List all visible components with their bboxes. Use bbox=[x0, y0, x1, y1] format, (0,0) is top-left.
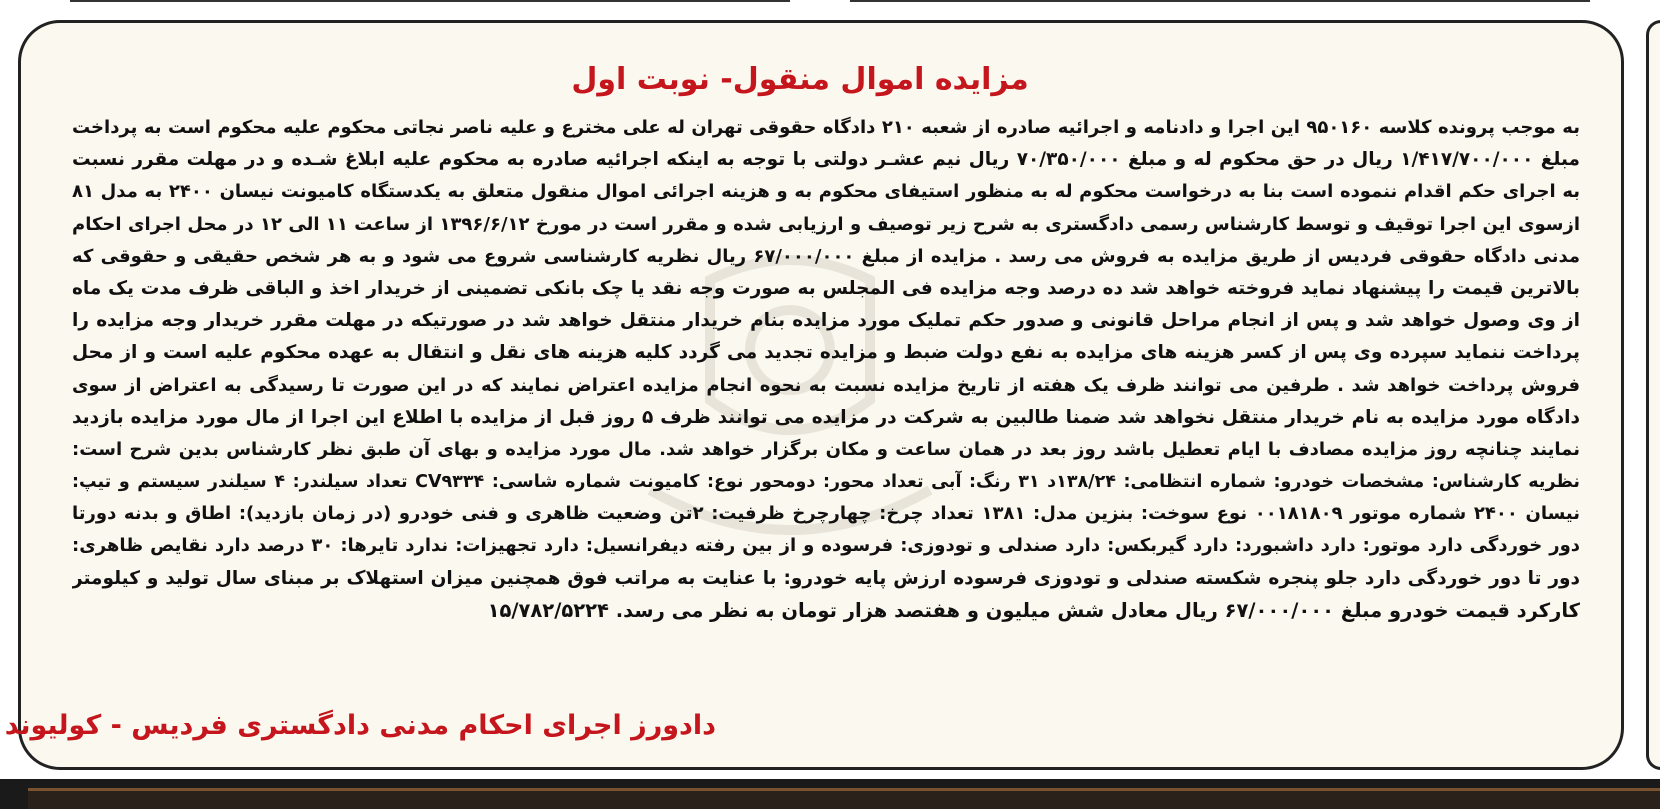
notice-line: کارکرد قیمت خودرو مبلغ ۶۷/۰۰۰/۰۰۰ ریال معادل شش میلیون و هفتصد هزار تومان به نظر می رسد. ۱۵/۷۸۲/۵۲۲۴ bbox=[487, 598, 1580, 622]
notice-line: از وی وصول خواهد شد و پس از انجام مراحل قانونی و صدور حکم تملیک مورد مزایده بنام خریدار منتقل خواهد شد در صورتیکه در مهلت مقرر خریدار وجه مزایده را bbox=[72, 310, 1580, 332]
adjacent-card-edge bbox=[1646, 20, 1660, 770]
top-divider-right bbox=[850, 0, 1590, 2]
notice-body bbox=[72, 112, 1580, 627]
notice-line: مبلغ ۱/۴۱۷/۷۰۰/۰۰۰ ریال در حق محکوم له و مبلغ ۷۰/۳۵۰/۰۰۰ ریال نیم عشـر دولتی با توجه به اینکه اجرائیه صادره به محکوم علیه ابلاغ شـده و در مهلت مقرر نسبت bbox=[72, 149, 1580, 171]
top-divider-left bbox=[70, 0, 790, 2]
notice-line: بالاترین قیمت را پیشنهاد نماید فروخته خواهد شد ده درصد وجه مزایده فی المجلس به صورت وجه نقد یا چک بانکی تضمینی از خریدار اخذ و الباقی ظرف مدت یک ماه bbox=[72, 277, 1580, 299]
notice-title: مزایده اموال منقول- نوبت اول bbox=[571, 62, 1029, 97]
notice-line: دور تا دور خوردگی دارد جلو پنجره شکسته صندلی و تودوزی فرسوده ارزش پایه خودرو: با عنایت به مراتب فوق همچنین میزان استهلاک بر مبنای سال تولید و کیلومتر bbox=[72, 567, 1580, 589]
notice-line: پرداخت ننماید سپرده وی پس از کسر هزینه های مزایده به نفع دولت ضبط و مزایده تجدید می گردد کلیه هزینه های نقل و انتقال به عهده محکوم علیه است و از محل bbox=[72, 342, 1580, 364]
signature: دادورز اجرای احکام مدنی دادگستری فردیس - کولیوند bbox=[4, 710, 716, 741]
notice-line: به اجرای حکم اقدام ننموده است بنا به درخواست محکوم له به منظور استیفای محکوم به و هزینه اجرائی اموال منقول متعلق به یکدستگاه کامیونت نیسان ۲۴۰۰ به مدل ۸۱ bbox=[72, 181, 1580, 203]
notice-line: به موجب پرونده کلاسه ۹۵۰۱۶۰ این اجرا و دادنامه و اجرائیه صادره از شعبه ۲۱۰ دادگاه حقوقی تهران له علی مخترع و علیه ناصر نجاتی محکوم علیه محکوم است به پرداخت bbox=[72, 117, 1580, 138]
notice-line: دور خوردگی دارد موتور: دارد داشبورد: دارد گیربکس: دارد صندلی و تودوزی: فرسوده و از بین رفته دیفرانسیل: دارد تجهیزات: ندارد تایرها: ۳۰ درصد دارد نقایص ظاهری: bbox=[72, 535, 1580, 557]
notice-line: ازسوی این اجرا توقیف و توسط کارشناس رسمی دادگستری به شرح زیر توصیف و ارزیابی شده و مقرر است در مورخ ۱۳۹۶/۶/۱۲ از ساعت ۱۱ الی ۱۲ در محل اجرای احکام bbox=[72, 213, 1580, 235]
next-card-top bbox=[28, 788, 1660, 809]
notice-line: دادگاه مورد مزایده به نام خریدار منتقل نخواهد شد ضمنا طالبین به شرکت در مزایده می توانند ظرف ۵ روز قبل از مزایده با اطلاع این اجرا از مال مورد مزایده بازدید bbox=[72, 406, 1580, 428]
notice-line: نمایند چنانچه روز مزایده مصادف با ایام تعطیل باشد روز بعد در همان ساعت و مکان برگزار خواهد شد. مال مورد مزایده و بهای آن طبق نظر کارشناس بدین شرح است: bbox=[72, 438, 1580, 460]
notice-line: فروش پرداخت خواهد شد . طرفین می توانند ظرف یک هفته از تاریخ مزایده نسبت به نحوه انجام مزایده اعتراض نمایند که در این صورت تا رسیدگی به اعتراض از سوی bbox=[72, 374, 1580, 396]
notice-line: مدنی دادگاه حقوقی فردیس از طریق مزایده به فروش می رسد . مزایده از مبلغ ۶۷/۰۰۰/۰۰۰ ریال نظریه کارشناسی شروع می شود و به هر شخص حقیقی و حقوقی که bbox=[72, 245, 1580, 267]
notice-line: نظریه کارشناس: مشخصات خودرو: شماره انتظامی: ۱۳۸/۲۴د ۳۱ رنگ: آبی تعداد محور: دومحور نوع: کامیونت شماره شاسی: CV۹۳۳۴ تعداد سیلندر: ۴ سیلندر سیستم و تیپ: bbox=[72, 472, 1580, 493]
notice-line: نیسان ۲۴۰۰ شماره موتور ۰۰۱۸۱۸۰۹ نوع سوخت: بنزین مدل: ۱۳۸۱ تعداد چرخ: چهارچرخ ظرفیت: ۲تن وضعیت ظاهری و فنی خودرو (در زمان بازدید): اطاق و بدنه دورتا bbox=[72, 503, 1580, 525]
